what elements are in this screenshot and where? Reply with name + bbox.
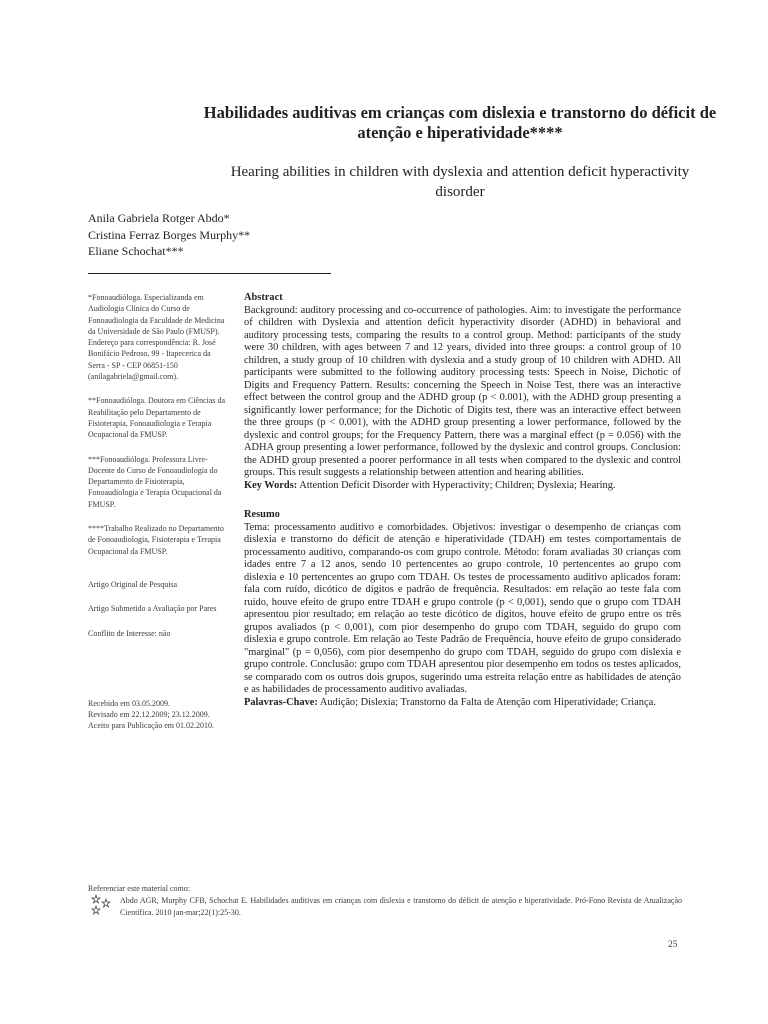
- palavras-chave-value: Audição; Dislexia; Transtorno da Falta de Atenção com Hiperatividade; Criança.: [319, 696, 656, 708]
- stars-icon: [90, 893, 112, 917]
- keywords-label: Key Words:: [244, 479, 298, 491]
- keywords-value: Attention Deficit Disorder with Hyperactivity; Children; Dyslexia; Hearing.: [299, 479, 616, 491]
- resumo-heading: Resumo: [244, 509, 280, 520]
- affiliation-note: ****Trabalho Realizado no Departamento de Fonoaudiologia, Fisioterapia e Terapia Ocupacional da FMUSP.: [88, 524, 224, 556]
- affiliation-note: ***Fonoaudióloga. Professora Livre-Docente do Curso de Fonoaudiologia do Departamento de Fisioterapia, Fonoaudiologia e Terapia Ocupacional da FMUSP.: [88, 454, 222, 509]
- dates-block: [88, 698, 228, 732]
- conflict-note: Conflito de Interesse: não: [88, 628, 171, 638]
- date-accepted: Aceito para Publicação em 01.02.2010.: [88, 721, 214, 731]
- main-column: [244, 292, 681, 709]
- abstract-heading: Abstract: [244, 292, 283, 303]
- sidebar-notes: [88, 292, 228, 732]
- reference-label: Referenciar este material como:: [88, 884, 190, 893]
- author-divider: [88, 273, 331, 274]
- article-type: Artigo Original de Pesquisa: [88, 579, 178, 589]
- reference-citation: Abdo AGR, Murphy CFB, Schochat E. Habilidades auditivas em crianças com dislexia e transtorno do déficit de atenção e hiperatividade. Pró-Fono Revista de Atualização Científica. 2010 jan-mar;22(1):25-30.: [120, 896, 682, 917]
- submission-note: Artigo Submetido a Avaliação por Pares: [88, 604, 217, 614]
- resumo-section: [244, 509, 681, 709]
- author: Cristina Ferraz Borges Murphy**: [88, 227, 251, 242]
- abstract-section: [244, 292, 681, 492]
- page-number: 25: [668, 940, 678, 950]
- paper-subtitle-english: Hearing abilities in children with dyslexia and attention deficit hyperactivity disorder: [230, 164, 690, 200]
- abstract-keywords: [244, 480, 681, 493]
- date-revised: Revisado em 22.12.2009; 23.12.2009.: [88, 710, 210, 720]
- abstract-body: Background: auditory processing and co-occurrence of pathologies. Aim: to investigate the performance of children with Dyslexia and attention deficit hyperactivity disorder (ADHD) in behavioral and auditory processing tests, comparing the results to a control group. Method: participants of the study were 30 children, with ages between 7 and 12 years, divided into three groups: a control group of 10 children, a study group of 10 children with dyslexia and a study group of 10 children with ADHD. All participants were submitted to the following auditory processing tests: Speech in Noise, Dichotic of Digits and Frequency Pattern. Results: concerning the Speech in Noise Test, there was an interactive effect between the control group and the ADHD group (p < 0.001), with the ADHD group presenting a significantly lower performance; for the Dichotic of Digits test, there was an interactive effect between the three groups (p < 0.001), with the ADHD group presenting a lower performance, followed by the dyslexic and control groups; for the Frequency Pattern, there was a marginal effect (p = 0.056) with the ADHA group presenting a lower performance, followed by the dyslexic and control groups. Conclusion: the ADHD group presented a poorer performance in all tests when compared to the dyslexic and control groups. This result suggests a relationship between attention and hearing abilities.: [244, 304, 681, 478]
- resumo-keywords: [244, 697, 681, 710]
- affiliation-note: *Fonoaudióloga. Especializanda em Audiologia Clínica do Curso de Fonoaudiologia da Faculdade de Medicina da Universidade de São Paulo (FMUSP). Endereço para correspondência: R. José Bonifácio Pedroso, 99 - Itapecerica da Serra - SP - CEP 06851-150 (anilagabriela@gmail.com).: [88, 293, 225, 382]
- author: Anila Gabriela Rotger Abdo*: [88, 211, 230, 225]
- palavras-chave-label: Palavras-Chave:: [244, 696, 318, 708]
- author: Eliane Schochat***: [88, 244, 184, 258]
- resumo-body: Tema: processamento auditivo e comorbidades. Objetivos: investigar o desempenho de crianças com dislexia e transtorno do déficit de atenção e hiperatividade (TDAH) em testes comportamentais de processamento auditivo, comparando-os com grupo controle. Método: foram avaliadas 30 crianças com idades entre 7 a 12 anos, sendo 10 pertencentes ao grupo controle, 10 pertencentes ao grupo com dislexia e 10 pertencentes ao grupo com TDAH. Os testes de processamento auditivo aplicados foram: fala com ruído, dicótico de dígitos e padrão de frequência. Resultados: em relação ao teste fala com ruído, houve efeito de grupo entre TDAH e grupo controle (p < 0,001), sendo que o grupo com TDAH apresentou pior resultado; em relação ao teste dicótico de dígitos, houve efeito de grupo entre os três grupos avaliados (p < 0,001), com pior desempenho do grupo com TDAH, seguido do grupo com dislexia e grupo controle. Em relação ao Teste Padrão de Frequência, houve efeito de grupo considerado "marginal" (p = 0,056), com pior desempenho do grupo com TDAH, seguido do grupo com dislexia e grupo controle. Conclusão: grupo com TDAH apresentou pior desempenho em todos os testes aplicados, se comparado com os outros dois grupos, sugerindo uma estreita relação entre as habilidades de atenção e as habilidades de processamento auditivo avaliadas.: [244, 521, 681, 695]
- paper-title: Habilidades auditivas em crianças com dislexia e transtorno do déficit de atenção e hiperatividade****: [203, 103, 717, 142]
- author-list: [88, 210, 250, 260]
- date-received: Recebido em 03.05.2009.: [88, 698, 170, 708]
- affiliation-note: **Fonoaudióloga. Doutora em Ciências da Reabilitação pelo Departamento de Fisioterapia, Fonoaudiologia e Terapia Ocupacional da FMUSP.: [88, 396, 226, 440]
